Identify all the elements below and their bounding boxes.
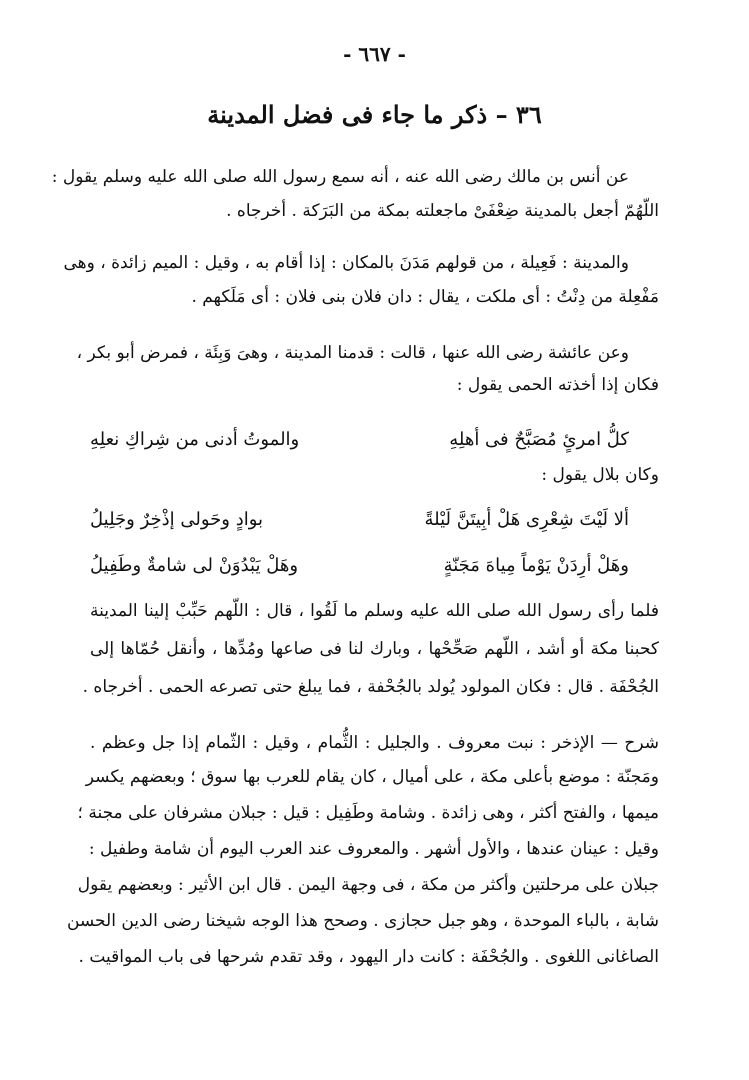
text-line: ومَجنّة : موضع بأعلى مكة ، على أميال ، كان يقام للعرب بها سوق ؛ وبعضهم يكسر bbox=[85, 767, 659, 787]
verse-hemistich-second: وهَلْ يَبْدُوَنْ لى شامةٌ وطَفِيلُ bbox=[90, 555, 299, 576]
section-heading: ٣٦ – ذكر ما جاء فى فضل المدينة bbox=[207, 100, 542, 129]
text-line: جبلان على مرحلتين وأكثر من مكة ، فى وجهة اليمن . قال ابن الأثير : وبعضهم يقول bbox=[77, 875, 659, 895]
verse-hemistich-first: وهَلْ أرِدَنْ يَوْماً مِياهَ مَجَنّةٍ bbox=[443, 555, 629, 576]
text-line: عن أنس بن مالك رضى الله عنه ، أنه سمع رسول الله صلى الله عليه وسلم يقول : bbox=[51, 167, 629, 187]
verse-hemistich-second: والموتُ أدنى من شِراكِ نعلِهِ bbox=[90, 429, 300, 450]
page-number: - ٦٦٧ - bbox=[343, 42, 406, 66]
text-line: شرح — الإذخر : نبت معروف . والجليل : الثُّمام ، وقيل : الثّمام إذا جل وعظم . bbox=[90, 733, 659, 753]
text-line: وقيل : عينان عندها ، والأول أشهر . والمعروف عند العرب اليوم أن شامة وطفيل : bbox=[88, 839, 659, 859]
text-line: اللّهُمّ أجعل بالمدينة ضِعْفَىْ ماجعلته بمكة من البَرَكة . أخرجاه . bbox=[226, 201, 659, 221]
text-line: مَفْعِلة من دِنْتُ : أى ملكت ، يقال : دان فلان بنى فلان : أى مَلَكهم . bbox=[191, 287, 659, 307]
text-line: والمدينة : فَعِيلة ، من قولهم مَدَنَ بالمكان : إذا أقام به ، وقيل : الميم زائدة ، وهى bbox=[63, 253, 629, 273]
verse-hemistich-second: بوادٍ وحَولى إذْخِرٌ وجَلِيلُ bbox=[90, 509, 264, 530]
text-line: وكان بلال يقول : bbox=[541, 465, 659, 485]
text-line: فلما رأى رسول الله صلى الله عليه وسلم ما لَقُوا ، قال : اللّهم حَبِّبْ إلينا المدينة bbox=[90, 601, 659, 621]
text-line: فكان إذا أخذته الحمى يقول : bbox=[456, 375, 659, 395]
text-line: الصاغانى اللغوى . والجُحْفَة : كانت دار اليهود ، وقد تقدم شرحها فى باب المواقيت . bbox=[78, 947, 659, 967]
text-line: شابة ، بالباء الموحدة ، وهو جبل حجازى . وصحح هذا الوجه شيخنا رضى الدين الحسن bbox=[66, 911, 659, 931]
text-line: الجُحْفَة . قال : فكان المولود يُولد بالجُحْفة ، فما يبلغ حتى تصرعه الحمى . أخرجاه . bbox=[82, 677, 659, 697]
text-line: ميمها ، والفتح أكثر ، وهى زائدة . وشامة وطَفِيل : قيل : جبلان مشرفان على مجنة ؛ bbox=[77, 803, 659, 823]
verse-hemistich-first: ألا لَيْتَ شِعْرِى هَلْ أبِيتَنَّ لَيْلةً bbox=[424, 509, 629, 530]
verse-hemistich-first: كلُّ امرئٍ مُصَبَّحٌ فى أهلِهِ bbox=[449, 429, 629, 450]
text-line: وعن عائشة رضى الله عنها ، قالت : قدمنا المدينة ، وهىَ وَبِئَة ، فمرض أبو بكر ، bbox=[76, 343, 629, 363]
text-line: كحبنا مكة أو أشد ، اللّهم صَحِّحْها ، وبارك لنا فى صاعها ومُدِّها ، وأنقل حُمّاها إلى bbox=[90, 639, 659, 659]
